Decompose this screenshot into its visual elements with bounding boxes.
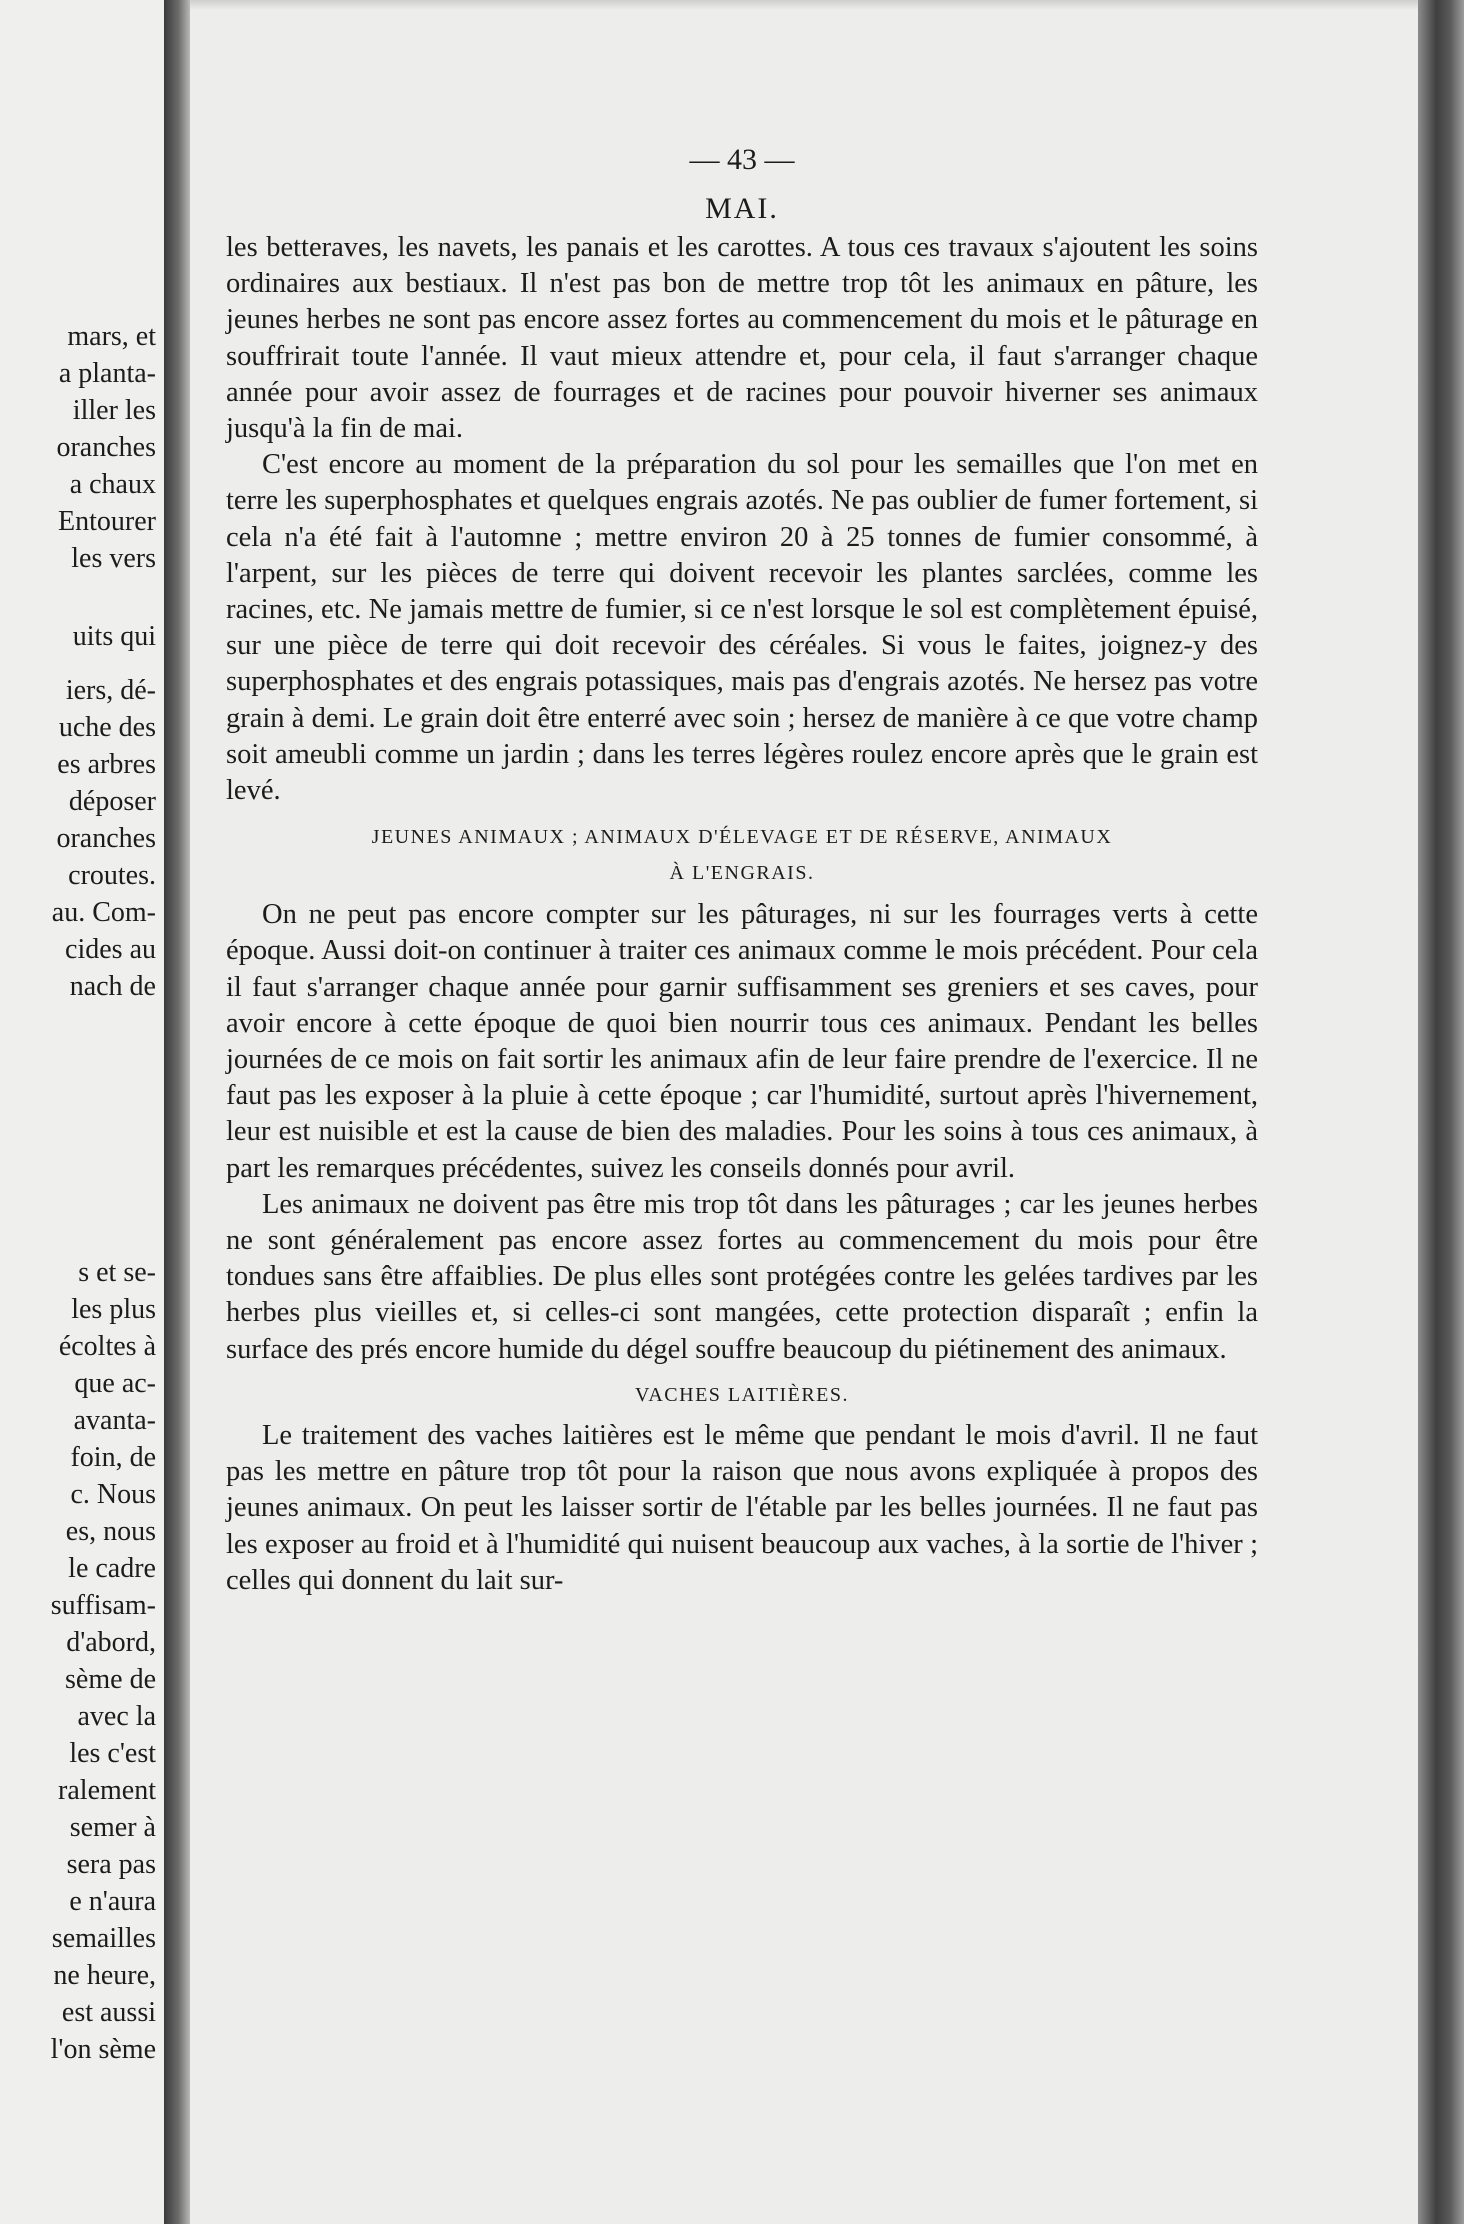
left-page-line: les c'est [69, 1738, 156, 1769]
left-page-line: mars, et [67, 321, 156, 352]
left-page-line: es arbres [57, 749, 156, 780]
left-page-line: écoltes à [58, 1331, 156, 1362]
paragraph-intro-2: C'est encore au moment de la préparation du sol pour les semailles que l'on met en terre les superphosphates et quelques engrais azotés. Ne pas oublier de fumer fortement, si cela n'a été fait à l'automne ; mettre environ 20 à 25 tonnes de fumier consommé, à l'arpent, sur les pièces de terre qui doivent recevoir les plantes sarclées, comme les racines, etc. Ne jamais mettre de fumier, si ce n'est lorsque le sol est complètement épuisé, sur une pièce de terre qui doit recevoir des céréales. Si vous le faites, joignez-y des superphosphates et des engrais potassiques, mais pas d'engrais azotés. Ne hersez pas votre grain à demi. Le grain doit être enterré avec soin ; hersez de manière à ce que votre champ soit ameubli comme un jardin ; dans les terres légères roulez encore après que le grain est levé. [226, 449, 1258, 807]
section-heading-young-animals [226, 819, 1258, 891]
paragraph-intro-1: les betteraves, les navets, les panais et les carottes. A tous ces travaux s'ajoutent les soins ordinaires aux bestiaux. Il n'est pas bon de mettre trop tôt les animaux en pâture, les jeunes herbes ne sont pas encore assez fortes au commencement du mois et le pâturage en souffrirait toute l'année. Il vaut mieux attendre et, pour cela, il faut s'arranger chaque année pour avoir assez de fourrages et de racines pour pouvoir hiverner ses animaux jusqu'à la fin de mai. [226, 232, 1258, 445]
left-page-line: avanta- [73, 1405, 156, 1436]
left-page-line: ralement [58, 1775, 156, 1806]
page-top-edge [190, 0, 1418, 10]
left-page-line: sème de [65, 1664, 156, 1695]
left-page-line: ne heure, [53, 1960, 156, 1991]
book-gutter [164, 0, 190, 2224]
left-page-line: e n'aura [69, 1886, 156, 1917]
section-heading-line-2: À L'ENGRAIS. [669, 862, 815, 885]
left-page-line: est aussi [61, 1997, 156, 2028]
left-page-lines-second [73, 618, 156, 655]
month-title: MAI. [705, 192, 779, 225]
paragraph-young-animals-1: On ne peut pas encore compter sur les pâturages, ni sur les fourrages verts à cette époque. Aussi doit-on continuer à traiter ces animaux comme le mois précédent. Pour cela il faut s'arranger chaque année pour garnir suffisamment ses greniers et ses caves, pour avoir encore à cette époque de quoi bien nourrir tous ces animaux. Pendant les belles journées de ce mois on fait sortir les animaux afin de leur faire prendre de l'exercice. Il ne faut pas les exposer à la pluie à cette époque ; car l'humidité, surtout après l'hivernement, leur est nuisible et est la cause de bien des maladies. Pour les soins à tous ces animaux, à part les remarques précédentes, suivez les conseils donnés pour avril. [226, 899, 1258, 1184]
left-page-line: semailles [51, 1923, 156, 1954]
left-page-lines-middle [52, 672, 156, 1005]
page-edge-shadow [1418, 0, 1464, 2224]
left-page-line: les plus [71, 1294, 156, 1325]
left-page-line: croutes. [68, 860, 156, 891]
left-page-line: que ac- [74, 1368, 156, 1399]
left-page-line: es, nous [65, 1516, 156, 1547]
left-page-lines-top [56, 318, 156, 577]
left-page-line: c. Nous [70, 1479, 156, 1510]
left-page-line: semer à [69, 1812, 156, 1843]
left-page-line: oranches [56, 823, 156, 854]
section-heading-line-1: JEUNES ANIMAUX ; ANIMAUX D'ÉLEVAGE ET DE RÉSERVE, ANIMAUX [371, 826, 1113, 849]
left-page-line: suffisam- [50, 1590, 156, 1621]
left-page-line: Entourer [58, 506, 156, 537]
left-facing-page [0, 0, 164, 2224]
page-number: — 43 — [689, 143, 795, 176]
left-page-line: nach de [69, 971, 156, 1002]
left-page-line: a chaux [69, 469, 156, 500]
left-page-line: foin, de [70, 1442, 156, 1473]
left-page-lines-bottom [51, 1254, 156, 2068]
left-page-line: déposer [68, 786, 156, 817]
left-page-line: iers, dé- [65, 675, 156, 706]
left-page-line: a planta- [58, 358, 156, 389]
left-page-line: uche des [58, 712, 156, 743]
left-page-line: oranches [56, 432, 156, 463]
left-page-line: cides au [65, 934, 156, 965]
section-heading-dairy-cows: VACHES LAITIÈRES. [634, 1383, 850, 1406]
left-page-line: sera pas [66, 1849, 156, 1880]
left-page-line: avec la [77, 1701, 156, 1732]
left-page-line: l'on sème [50, 2034, 156, 2065]
left-page-line: les vers [71, 543, 156, 574]
left-page-line: d'abord, [66, 1627, 156, 1658]
paragraph-young-animals-2: Les animaux ne doivent pas être mis trop tôt dans les pâturages ; car les jeunes herbes ne sont généralement pas encore assez fortes au commencement du mois pour être tondues sans être affaiblies. De plus elles sont protégées contre les gelées tardives par les herbes plus vieilles et, si celles-ci sont mangées, cette protection disparaît ; enfin la surface des prés encore humide du dégel souffre beaucoup du piétinement des animaux. [226, 1188, 1258, 1365]
left-page-line: au. Com- [51, 897, 156, 928]
left-page-line: uits qui [72, 621, 156, 652]
left-page-line: iller les [72, 395, 156, 426]
left-page-line: le cadre [68, 1553, 156, 1584]
left-page-line: s et se- [78, 1257, 156, 1288]
paragraph-dairy-cows-1: Le traitement des vaches laitières est le même que pendant le mois d'avril. Il ne faut pas les mettre en pâture trop tôt pour la raison que nous avons expliquée à propos des jeunes animaux. On peut les laisser sortir de l'étable par les belles journées. Il ne faut pas les exposer au froid et à l'humidité qui nuisent beaucoup aux vaches, à la sortie de l'hiver ; celles qui donnent du lait sur- [226, 1419, 1258, 1596]
text-column [226, 140, 1258, 1599]
